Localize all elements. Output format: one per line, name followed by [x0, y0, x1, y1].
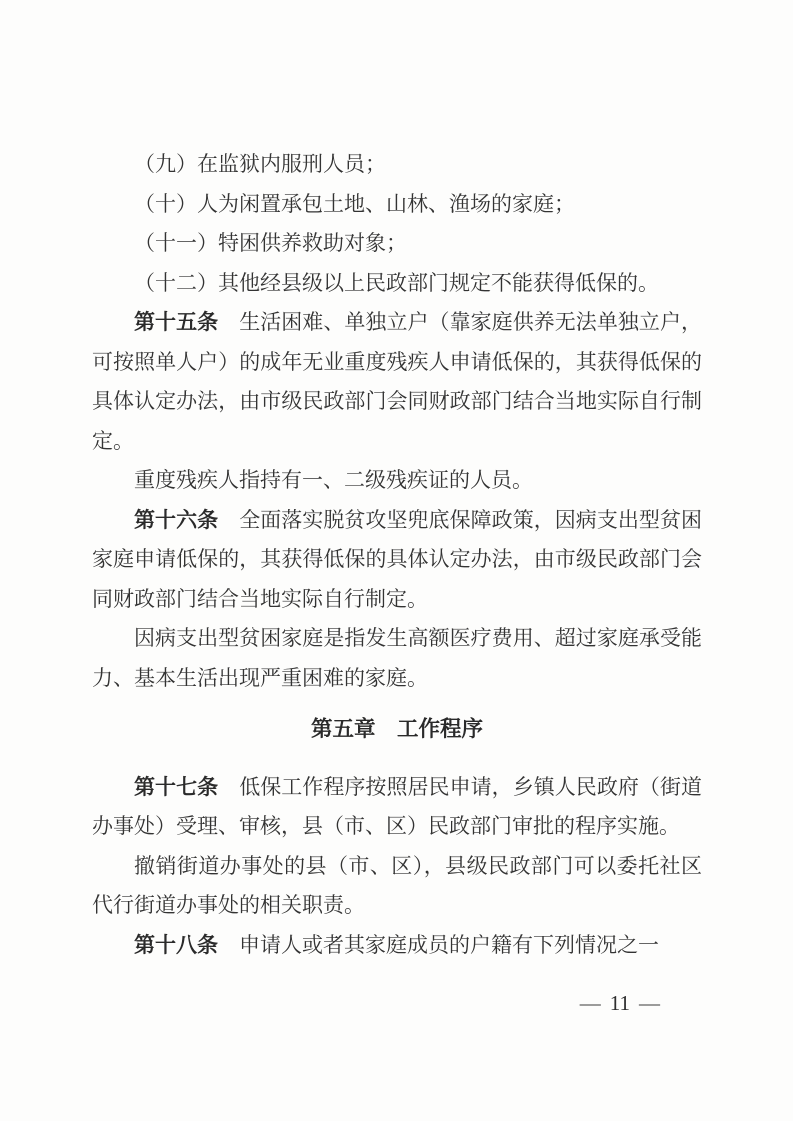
chapter-number: 第五章	[310, 717, 376, 741]
article-number: 第十七条	[134, 775, 219, 799]
article-paragraph: 第十六条 全面落实脱贫攻坚兜底保障政策，因病支出型贫困家庭申请低保的，其获得低保的具体认定办法，由市级民政部门会同财政部门结合当地实际自行制定。	[92, 507, 703, 611]
article-number: 第十六条	[134, 508, 219, 532]
article-paragraph: 第十八条 申请人或者其家庭成员的户籍有下列情况之一	[134, 932, 659, 957]
page-number-value: 11	[609, 991, 630, 1015]
chapter-title: 工作程序	[397, 717, 484, 741]
body-paragraph: 因病支出型贫困家庭是指发生高额医疗费用、超过家庭承受能力、基本生活出现严重困难的家庭。	[92, 626, 702, 690]
page-number-dash-right: —	[639, 991, 660, 1015]
clause-paragraph: （十）人为闲置承包土地、山林、渔场的家庭；	[134, 191, 575, 216]
clause-paragraph: （九）在监狱内服刑人员；	[134, 152, 386, 176]
clause-paragraph: （十二）其他经县级以上民政部门规定不能获得低保的。	[134, 270, 659, 295]
article-number: 第十八条	[134, 933, 218, 957]
clause-paragraph: （十一）特困供养救助对象；	[134, 231, 407, 255]
chapter-heading	[92, 710, 702, 750]
body-paragraph: 撤销街道办事处的县（市、区），县级民政部门可以委托社区代行街道办事处的相关职责。	[92, 853, 702, 917]
page-number	[573, 991, 667, 1016]
body-paragraph: 重度残疾人指持有一、二级残疾证的人员。	[134, 468, 533, 492]
article-number: 第十五条	[134, 311, 219, 334]
article-paragraph: 第十五条 生活困难、单独立户（靠家庭供养无法单独立户，可按照单人户）的成年无业重度残疾人申请低保的，其获得低保的具体认定办法，由市级民政部门会同财政部门结合当地实际自行制定。	[92, 310, 703, 453]
page-number-dash-left: —	[579, 991, 601, 1015]
article-paragraph: 第十七条 低保工作程序按照居民申请，乡镇人民政府（街道办事处）受理、审核，县（市、区）民政部门审批的程序实施。	[92, 774, 703, 838]
